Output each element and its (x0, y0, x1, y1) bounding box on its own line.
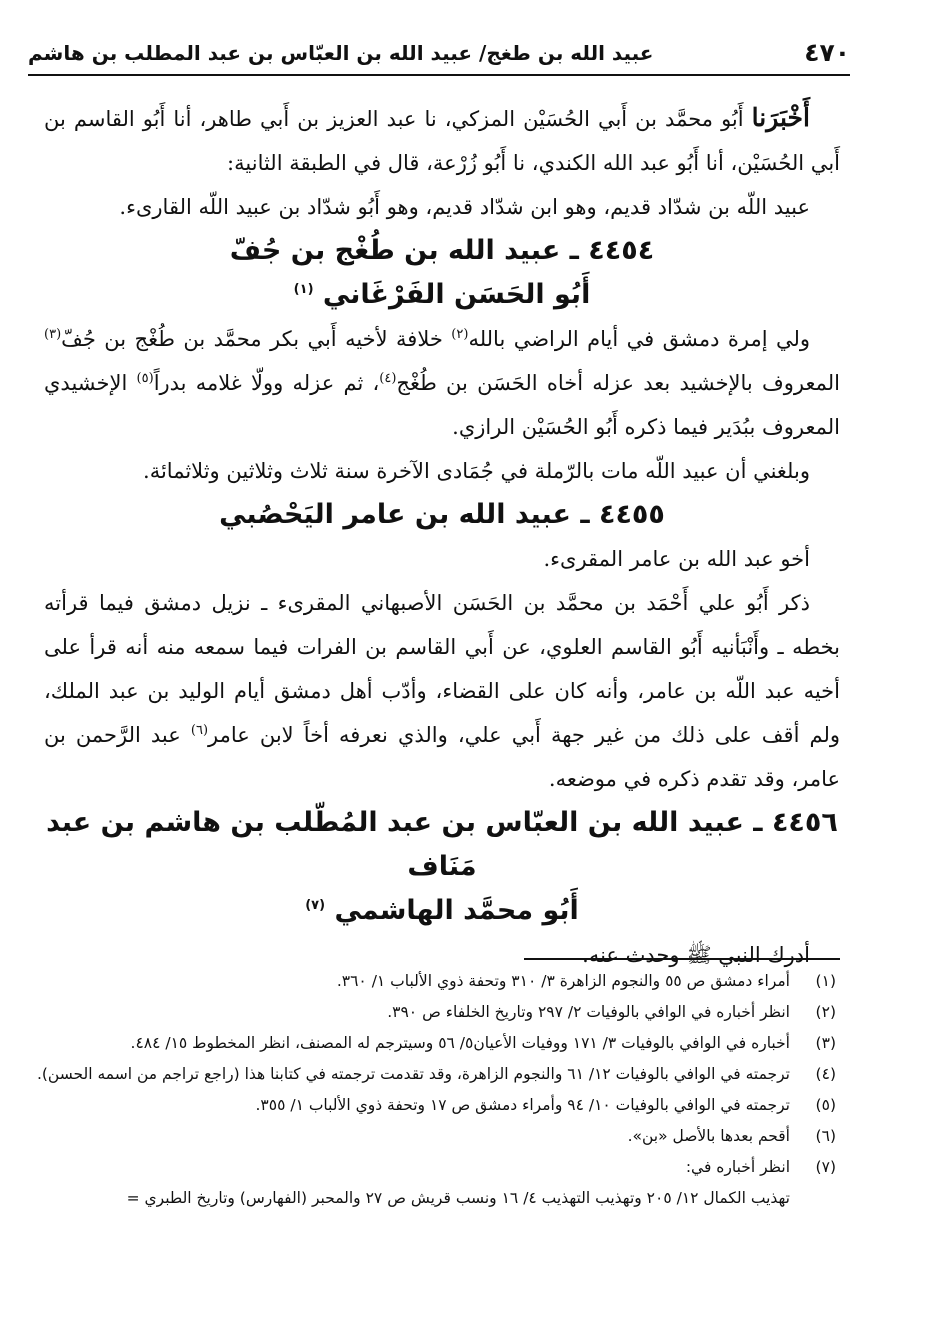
footnote-item (26, 966, 840, 997)
keyword-akhbarana: أَخْبَرَنا (751, 103, 810, 132)
footnote-text: انظر أخباره في الوافي بالوفيات ٢/ ٢٩٧ وتاريخ الخلفاء ص ٣٩٠. (387, 1003, 790, 1021)
paragraph-isnad (44, 96, 840, 185)
paragraph-governorship (44, 317, 840, 449)
text-segment: خلافة لأخيه أَبي بكر محمَّد بن طُغْج بن جُفّ (61, 327, 452, 351)
footnote-text: أمراء دمشق ص ٥٥ والنجوم الزاهرة ٣/ ٣١٠ وتحفة ذوي الألباب ١/ ٣٦٠. (336, 972, 790, 990)
text-segment: الإخشيدي المعروف ببُدَير فيما ذكره أَبُو الحُسَيْن الرازي. (44, 371, 840, 439)
entry-heading-4456: ٤٤٥٦ ـ عبيد الله بن العبّاس بن عبد المُطّلب بن هاشم بن عبد مَنَاف (46, 807, 838, 882)
footnote-text: ترجمته في الوافي بالوفيات ١٢/ ٦١ والنجوم الزاهرة، وقد تقدمت ترجمته في كتابنا هذا (راجع تراجم من اسمه الحسن). (36, 1065, 790, 1083)
paragraph-dhakara (44, 581, 840, 801)
entry-kunya-4456: أَبُو محمَّد الهاشمي (334, 895, 579, 926)
text-segment: ، ثم عزله وولّا غلامه بدراً (153, 371, 380, 395)
entry-subheading-4456 (44, 889, 840, 933)
running-head: عبيد الله بن طغج/ عبيد الله بن العبّاس بن عبد المطلب بن هاشم (28, 41, 654, 65)
isnad-line-1: أَبُو محمَّد بن أَبي الحُسَيْن المزكي، نا عبد العزيز بن أَبي طاهر، أنا أَبُو (142, 107, 744, 131)
footnote-number: (٧) (815, 1158, 836, 1176)
footnote-item (26, 1028, 840, 1059)
footnote-number: (٣) (815, 1034, 836, 1052)
footnote-number: (١) (815, 972, 836, 990)
entry-kunya-4454: أَبُو الحَسَن الفَرْغَاني (322, 279, 591, 310)
footnote-item (26, 997, 840, 1028)
isnad-line-2: القاسم بن أَبي الحُسَيْن، أنا أَبُو عبد الله الكندي، نا أَبُو زُرْعة، قال في الطبقة الثانية: (44, 107, 840, 175)
paragraph-adraka: أدرك النبي ﷺ وحدث عنه. (582, 943, 810, 967)
text-segment: ولي إمرة دمشق في أيام الراضي بالله (468, 327, 811, 351)
page-number: ٤٧٠ (804, 38, 850, 67)
text-segment: المعروف بالإخشيد بعد عزله أخاه الحَسَن بن طُغْج (396, 371, 840, 395)
footnote-divider (524, 958, 840, 960)
footnotes (26, 966, 840, 1214)
footnote-item (26, 1090, 840, 1121)
footnote-text: ترجمته في الوافي بالوفيات ١٠/ ٩٤ وأمراء دمشق ص ١٧ وتحفة ذوي الألباب ١/ ٣٥٥. (255, 1096, 790, 1114)
paragraph-ubaydallah-shaddad: عبيد اللّه بن شدّاد قديم، وهو ابن شدّاد قديم، وهو أَبُو شدّاد بن عبيد اللّه القارىء. (119, 195, 810, 219)
footnote-number: (٤) (815, 1065, 836, 1083)
footnote-ref-2[interactable]: (٢) (451, 327, 469, 342)
footnote-item (26, 1121, 840, 1152)
paragraph-death: وبلغني أن عبيد اللّه مات بالرّملة في جُمَادى الآخرة سنة ثلاث وثلاثين وثلاثمائة. (143, 459, 810, 483)
footnote-text: أخباره في الوافي بالوفيات ٣/ ١٧١ ووفيات الأعيان٥/ ٥٦ وسيترجم له المصنف، انظر المخطوط ١٥/ ٤٨٤. (130, 1034, 790, 1052)
entry-heading-4455: ٤٤٥٥ ـ عبيد الله بن عامر اليَحْصُبي (219, 499, 665, 530)
footnote-item (26, 1059, 840, 1090)
footnote-ref-4[interactable]: (٤) (379, 371, 397, 386)
footnote-number: (٥) (815, 1096, 836, 1114)
footnote-text: أقحم بعدها بالأصل «بن». (627, 1127, 790, 1145)
page-header (28, 34, 850, 76)
main-text (44, 96, 840, 977)
footnote-ref-6[interactable]: (٦) (190, 723, 209, 738)
footnote-continuation: تهذيب الكمال ١٢/ ٢٠٥ وتهذيب التهذيب ٤/ ١٦ ونسب قريش ص ٢٧ والمحبر (الفهارس) وتاريخ الطبري = (126, 1189, 790, 1207)
paragraph-brother: أخو عبد الله بن عامر المقرىء. (543, 547, 810, 571)
footnote-ref-5[interactable]: (٥) (136, 371, 154, 386)
footnote-text: انظر أخباره في: (685, 1158, 790, 1176)
footnote-number: (٦) (815, 1127, 836, 1145)
footnote-ref-1[interactable]: (١) (293, 282, 314, 297)
text-segment: ذكر أَبُو علي أَحْمَد بن محمَّد بن الحَسَن الأصبهاني المقرىء ـ نزيل دمشق فيما قرأته بخطه ـ وأَنْبَأنيه أَبُو القاسم العلوي، عن أَبي القاسم بن الفرات فيما سمعه منه أنه قرأ على أخيه عبد اللّه بن عامر، وأنه كان على القضاء، وأدّب أهل دمشق أيام الوليد بن عبد الملك، ولم أقف على ذلك من غير جهة أَبي علي، والذي نعرفه أخاً لابن عامر (44, 591, 840, 747)
footnote-item (26, 1152, 840, 1183)
footnote-ref-3[interactable]: (٣) (44, 327, 62, 342)
entry-subheading-4454 (44, 273, 840, 317)
entry-heading-4454: ٤٤٥٤ ـ عبيد الله بن طُغْج بن جُفّ (229, 235, 655, 266)
footnote-number: (٢) (815, 1003, 836, 1021)
text-segment: عبد الرَّحمن بن عامر، وقد تقدم ذكره في موضعه. (44, 723, 840, 791)
footnote-ref-7[interactable]: (٧) (305, 898, 326, 913)
